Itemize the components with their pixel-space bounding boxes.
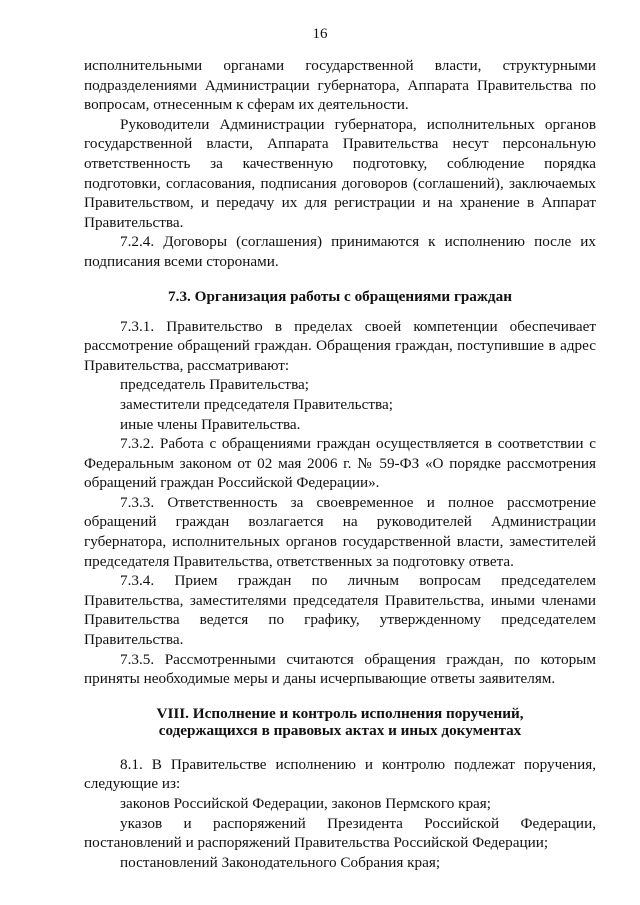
paragraph-7-3-5: 7.3.5. Рассмотренными считаются обращения граждан, по которым приняты необходимые меры и даны исчерпывающие ответы заявителям.: [84, 650, 596, 688]
list-item: председатель Правительства;: [120, 376, 310, 394]
paragraph-7-2-4: 7.2.4. Договоры (соглашения) принимаются к исполнению после их подписания всеми сторонами.: [84, 233, 596, 270]
paragraph-7-3-1: 7.3.1. Правительство в пределах своей компетенции обеспечивает рассмотрение обращений граждан. Обращения граждан, поступившие в адрес Правительства, рассматривают:: [84, 317, 596, 374]
paragraph-8-1: 8.1. В Правительстве исполнению и контролю подлежат поручения, следующие из:: [84, 755, 596, 793]
paragraph-7-3-2: 7.3.2. Работа с обращениями граждан осуществляется в соответствии с Федеральным законом от 02 мая 2006 г. № 59-ФЗ «О порядке рассмотрения обращений граждан Российской Федерации».: [84, 435, 596, 492]
section-heading-8-line-1: VIII. Исполнение и контроль исполнения поручений,: [156, 704, 524, 722]
list-item: заместители председателя Правительства;: [120, 395, 393, 413]
paragraph-7-3-4: 7.3.4. Прием граждан по личным вопросам председателем Правительства, заместителями председателя Правительства, иными членами Правительства ведется по графику, утвержденному председателем Правительства.: [84, 572, 596, 649]
list-item: иные члены Правительства.: [120, 415, 301, 433]
document-body: [84, 56, 596, 872]
paragraph-7-3-3: 7.3.3. Ответственность за своевременное и полное рассмотрение обращений граждан возлагается на руководителей Администрации губернатора, исполнительных органов государственной власти, заместителей председателя Правительства, ответственных за подготовку ответа.: [84, 493, 596, 570]
list-item: указов и распоряжений Президента Российской Федерации, постановлений и распоряжений Правительства Российской Федерации;: [84, 814, 596, 852]
section-heading-7-3: 7.3. Организация работы с обращениями граждан: [168, 287, 512, 305]
paragraph-responsibility: Руководители Администрации губернатора, исполнительных органов государственной власти, Аппарата Правительства несут персональную ответственность за качественную подготовку, соблюдение порядка подготовки, согласования, подписания договоров (соглашений), заключаемых Правительством, и передачу их для регистрации и на хранение в Аппарат Правительства.: [84, 115, 596, 231]
list-item: постановлений Законодательного Собрания края;: [120, 853, 441, 871]
section-heading-8-line-2: содержащихся в правовых актах и иных документах: [158, 721, 522, 739]
paragraph-continuation: исполнительными органами государственной власти, структурными подразделениями Администрации губернатора, Аппарата Правительства по вопросам, отнесенным к сферам их деятельности.: [84, 57, 596, 114]
page-number: 16: [312, 26, 328, 42]
list-item: законов Российской Федерации, законов Пермского края;: [120, 795, 492, 812]
